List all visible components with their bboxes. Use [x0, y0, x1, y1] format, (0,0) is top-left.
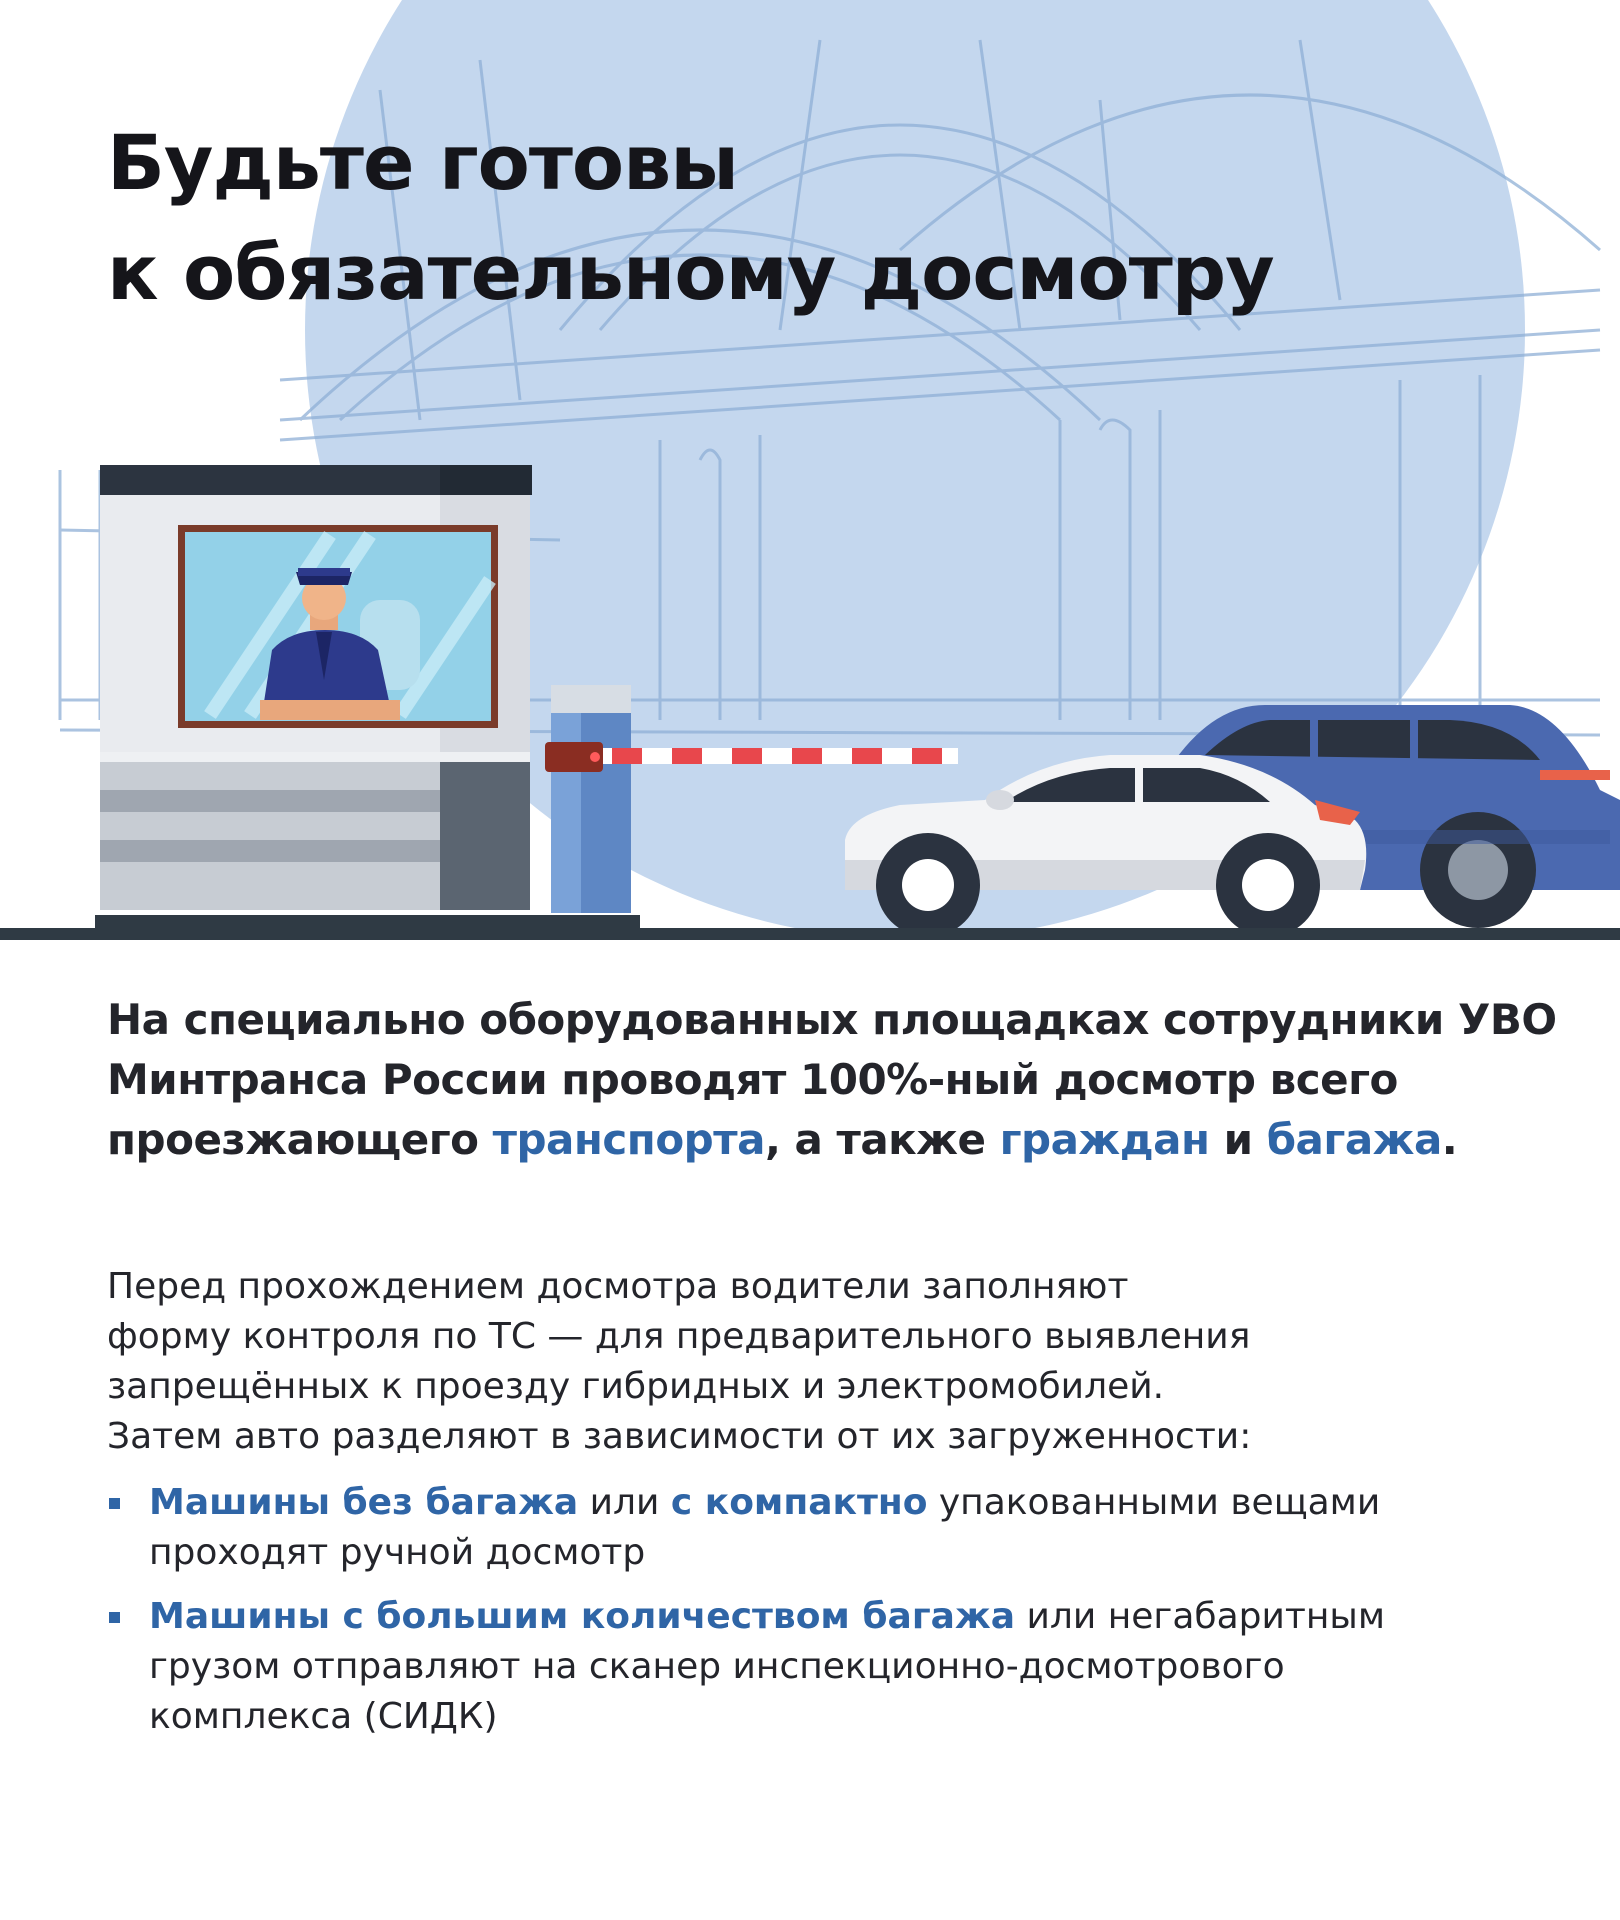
square-bullet-icon: [109, 1612, 120, 1623]
body-paragraph: [107, 1262, 1557, 1462]
bullet-1-highlight-2: с компактно: [670, 1482, 928, 1523]
bullet-1-line-1: [149, 1478, 1557, 1528]
bullet-2-line-2: грузом отправляют на сканер инспекционно-досмотрового: [149, 1646, 1285, 1687]
list-item: [107, 1478, 1557, 1578]
body-line-3: запрещённых к проезду гибридных и электромобилей.: [107, 1366, 1165, 1407]
guard-booth: [100, 465, 532, 910]
lead-paragraph: [107, 990, 1567, 1170]
lead-highlight-transport: транспорта: [492, 1115, 765, 1164]
bullet-1-line-2: проходят ручной досмотр: [149, 1532, 646, 1573]
bullet-2-line-3: комплекса (СИДК): [149, 1696, 498, 1737]
lead-text-1: На специально оборудованных площадках сотрудники УВО Минтранса России проводят 100%-ный досмотр всего проезжающего: [107, 995, 1557, 1164]
lead-text-4: .: [1441, 1115, 1458, 1164]
body-line-2: форму контроля по ТС — для предварительного выявления: [107, 1316, 1251, 1357]
body-line-4: Затем авто разделяют в зависимости от их загруженности:: [107, 1416, 1252, 1457]
list-item: [107, 1592, 1557, 1742]
lead-text-2: , а также: [764, 1115, 1000, 1164]
bullet-2-line-1: [149, 1592, 1557, 1642]
body-line-1: Перед прохождением досмотра водители заполняют: [107, 1266, 1129, 1307]
lead-highlight-luggage: багажа: [1266, 1115, 1442, 1164]
lead-highlight-citizens: граждан: [999, 1115, 1210, 1164]
title-line-1: Будьте готовы: [107, 118, 738, 207]
page-title: [107, 108, 1274, 328]
bullet-1-text-1: или: [578, 1482, 671, 1523]
bullet-list: [107, 1478, 1557, 1756]
bullet-2-highlight-1: Машины с большим количеством багажа: [149, 1596, 1016, 1637]
lead-text-3: и: [1209, 1115, 1267, 1164]
bullet-2-text-1: или негабаритным: [1015, 1596, 1385, 1637]
bullet-1-text-2: упакованными вещами: [927, 1482, 1381, 1523]
title-line-2: к обязательному досмотру: [107, 228, 1274, 317]
square-bullet-icon: [109, 1498, 120, 1509]
bullet-1-highlight-1: Машины без багажа: [149, 1482, 579, 1523]
